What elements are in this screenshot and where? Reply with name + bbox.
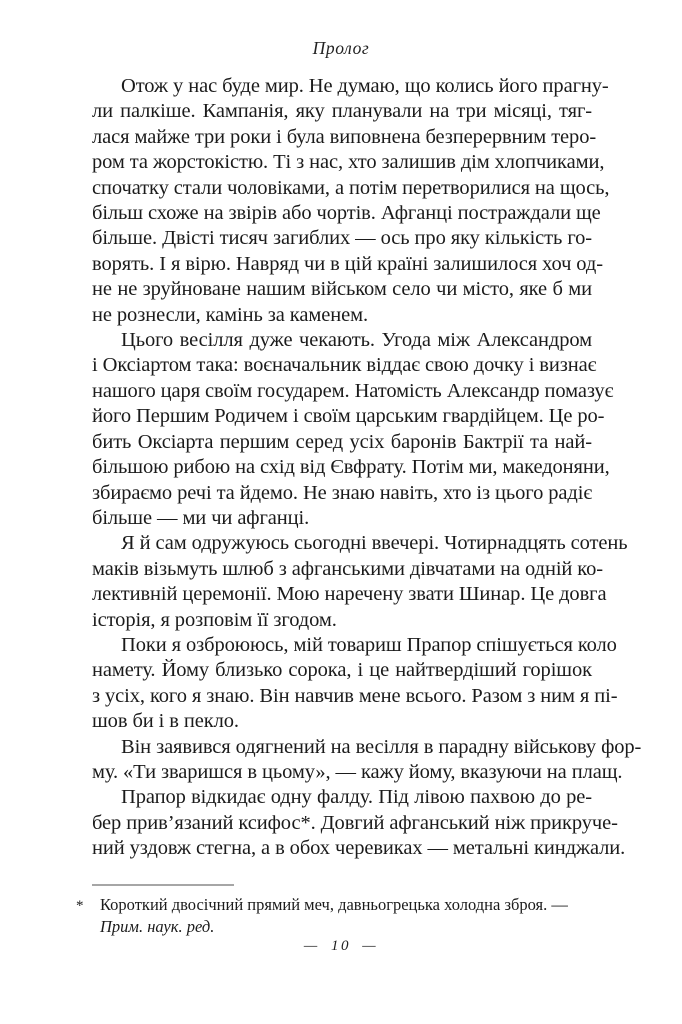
footnote-text [100, 894, 592, 938]
paragraph [92, 633, 618, 735]
text-line: шов би і в пекло. [92, 710, 239, 733]
text-line: лективній церемонії. Мою наречену звати Шинар. Це довга [92, 583, 607, 606]
text-line: спочатку стали чоловіками, а потім перетворилися на щось, [92, 176, 610, 199]
body-text [92, 74, 642, 862]
text-line: не рознесли, камінь за каменем. [92, 303, 368, 326]
footnote-line [76, 894, 592, 938]
text-line: бить Оксіарта першим серед усіх баронів Бактрії та най- [92, 430, 592, 453]
paragraph [92, 735, 642, 786]
text-line: Прапор відкидає одну фалду. Під лівою пахвою до ре- [121, 786, 592, 809]
paragraph [92, 531, 628, 633]
running-head: Пролог [312, 38, 370, 58]
text-line: лася майже три роки і була виповнена безперервним теро- [92, 125, 597, 148]
footnote-definition: Короткий двосічний прямий меч, давньогрецька холодна зброя. — [100, 895, 568, 914]
text-line: з усіх, кого я знаю. Він навчив мене всього. Разом з ним я пі- [92, 684, 618, 707]
text-line: маків візьмуть шлюб з афганськими дівчатами на одній ко- [92, 557, 604, 580]
text-line: його Першим Родичем і своїм царським гвардійцем. Це ро- [92, 405, 605, 428]
text-line: більш схоже на звірів або чортів. Афганці постраждали ще [92, 202, 601, 225]
text-line: ли палкіше. Кампанія, яку планували на три місяці, тяг- [92, 100, 592, 123]
footnote-rule [92, 884, 234, 886]
text-line: намету. Йому близько сорока, і це найтвердіший горішок [92, 659, 592, 682]
footnote [76, 884, 592, 938]
text-line: му. «Ти зваришся в цьому», — кажу йому, вказуючи на плащ. [92, 760, 623, 783]
text-line: Цього весілля дуже чекають. Угода між Александром [121, 329, 592, 352]
text-line: Поки я озброююсь, мій товариш Прапор спішується коло [121, 633, 617, 656]
text-line: і Оксіартом така: воєначальник віддає свою дочку і визнає [92, 354, 597, 377]
paragraph [92, 328, 614, 531]
text-line: ний уздовж стегна, а в обох черевиках — метальні кинджали. [92, 837, 626, 860]
text-line: Отож у нас буде мир. Не думаю, що колись його прагну- [121, 75, 609, 97]
page-number: — 10 — [303, 938, 379, 954]
text-line: не не зруйноване нашим військом село чи місто, яке б ми [92, 278, 592, 301]
text-line: бер прив’язаний ксифос*. Довгий афганський ніж прикруче- [92, 811, 618, 834]
footnote-source: Прим. наук. ред. [100, 917, 215, 936]
footnote-marker: * [76, 898, 84, 914]
text-line: ворять. І я вірю. Навряд чи в цій країні залишилося хоч од- [92, 252, 603, 275]
paragraph [92, 785, 626, 861]
text-line: більше. Двісті тисяч загиблих — ось про яку кількість го- [92, 227, 592, 250]
text-line: Я й сам одружуюсь сьогодні ввечері. Чотирнадцять сотень [121, 532, 628, 555]
text-line: Він заявився одягнений на весілля в парадну військову фор- [121, 735, 642, 758]
text-line: більшою рибою на схід від Євфрату. Потім ми, македоняни, [92, 456, 610, 479]
text-line: історія, я розповім її згодом. [92, 608, 337, 631]
paragraph [92, 74, 610, 328]
text-line: збираємо речі та йдемо. Не знаю навіть, хто із цього радіє [92, 481, 593, 504]
text-line: нашого царя своїм государем. Натомість Александр помазує [92, 379, 614, 402]
text-line: більше — ми чи афганці. [92, 506, 310, 529]
text-line: ром та жорстокістю. Ті з нас, хто залишив дім хлопчиками, [92, 151, 605, 174]
